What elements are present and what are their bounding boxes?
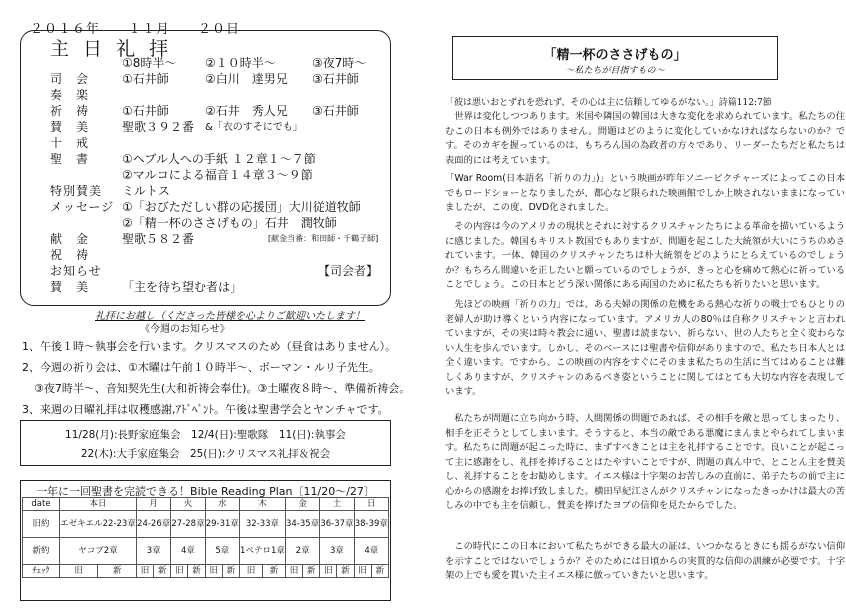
sermon-paragraph: この時代にこの日本において私たちができる最大の証は、いつかなるときにも揺るがない信仰を示すことではないでしょうか？そのためには日頃からの実質的な信仰の訓練が必要です。十字架の上でも愛を貫いた主イエス様に倣っていきたいと思います。 (445, 541, 845, 581)
closing-hymn: 「主を待ち望む者は」 (122, 280, 243, 294)
brp-ot-7: 38-39章 (354, 511, 388, 538)
brp-day-6: 土 (320, 498, 354, 511)
brp-row-label-nt: 新約 (23, 538, 60, 565)
row-label-message: メッセージ (50, 200, 115, 214)
sermon-paragraph: 先ほどの映画「祈りの力」では、ある夫婦の関係の危機をある熱心な祈りの戦士でもひとりの老婦人が助け導くという内容になっています。アメリカ人の80％は自称クリスチャンと言われていますが、その実は時々教会に通い、聖書は読まない、祈らない、世の人たちと全く変わらない人生を歩んでいます。しかし、そのベースには聖書や信仰がありますので、私たち日本人とは全く違います。ですから、この映画の内容をすぐにそのまま私たちの生活に当てはめることは難しくありますが、クリスチャンのあるべき姿ということに関してはとても大切な内容を表現しています。 (445, 299, 845, 397)
offering-hymn: 聖歌５８２番 (122, 232, 195, 246)
brp-day-0: 本日 (60, 498, 137, 511)
brp-day-5: 金 (285, 498, 319, 511)
brp-check-nt[interactable]: 新 (303, 565, 320, 578)
brp-check-ot[interactable]: 旧 (171, 565, 188, 578)
time-1: ①8時半～ (122, 56, 177, 70)
prayer-2: ②石井 秀人兄 (205, 104, 288, 118)
service-title: 主 日 礼 拝 (50, 38, 173, 60)
host-3: ③石井師 (312, 72, 359, 86)
welcome-message: 礼拝にお越し（くださった皆様を心よりご歓迎いたします！ (95, 311, 365, 322)
brp-check-ot[interactable]: 旧 (60, 565, 98, 578)
brp-check-nt[interactable]: 新 (371, 565, 388, 578)
scripture-2: ②マルコによる福音１４章３～９節 (122, 168, 313, 182)
brp-nt-7: 4章 (354, 538, 388, 565)
host-2: ②白川 達男兄 (205, 72, 288, 86)
sermon-paragraph: 「War Room(日本語名「祈りの力」)」という映画が昨年ソニーピクチャーズによってこの日本でもロードショーとなりましたが、都心など限られた映画館でしか上映されないままになっていましたが、この度、DVD化されました。 (445, 173, 845, 213)
notice-1: 1、午後１時～執事会を行います。クリスマスのため（昼食はありません）。 (22, 340, 397, 353)
row-label-offering: 献 金 (50, 232, 90, 246)
brp-day-1: 月 (136, 498, 170, 511)
row-label-scripture: 聖 書 (50, 152, 90, 166)
row-label-closing: 賛 美 (50, 280, 90, 294)
brp-ot-6: 36-37章 (320, 511, 354, 538)
brp-check-nt[interactable]: 新 (98, 565, 137, 578)
scripture-1: ①ヘブル人への手紙 １２章１～７節 (122, 152, 316, 166)
row-label-special: 特別賛美 (50, 184, 103, 198)
brp-row-label-check: ﾁｪｯｸ (23, 565, 60, 578)
brp-check-ot[interactable]: 旧 (239, 565, 262, 578)
brp-nt-5: 2章 (285, 538, 319, 565)
time-3: ③夜7時～ (312, 56, 367, 70)
brp-ot-0: エゼキエル22-23章 (60, 511, 137, 538)
brp-check-nt[interactable]: 新 (337, 565, 354, 578)
row-label-notices: お知らせ (50, 264, 102, 278)
bible-reading-plan-table (22, 497, 389, 578)
notice-2-cont: ③夜7時半～、音知契先生(大和祈祷会奉仕)。③土曜夜８時～、準備祈祷会。 (34, 382, 411, 395)
row-label-hymn: 賛 美 (50, 120, 90, 134)
brp-day-3: 水 (205, 498, 239, 511)
brp-check-ot[interactable]: 旧 (354, 565, 371, 578)
brp-nt-4: 1ペテロ1章 (239, 538, 285, 565)
sermon-quote: 「彼は悪いおとずれを恐れず、その心は主に信頼してゆるがない。」詩篇112:7節 (445, 98, 772, 108)
brp-nt-3: 5章 (205, 538, 239, 565)
row-label-host: 司 会 (50, 72, 90, 86)
row-label-prayer: 祈 祷 (50, 104, 90, 118)
service-date: ２０１６年 １１月 ２０日 (30, 22, 241, 37)
brp-ot-1: 24-26章 (136, 511, 170, 538)
brp-ot-2: 27-28章 (171, 511, 205, 538)
sermon-paragraph: その内容は今のアメリカの現状とそれに対するクリスチャンたちによる革命を描いているように感じました。韓国もキリスト教国でもありますが、問題を起こした大統領が大いにうちのめされています。一体、韓国のクリスチャンたちは朴大統領をどのようにとらえているのでしょうか？もちろん間違いを正したいと願っているのでしょうが、きっと心を痛めて熱心に祈っていることでしょう。この日本とどう深い関係にある両国のために私たちも祈りたいと思います。 (445, 221, 845, 290)
brp-check-nt[interactable]: 新 (154, 565, 171, 578)
sermon-title: 「精一杯のささげもの」 (543, 48, 687, 63)
row-label-blessing: 祝 祷 (50, 248, 90, 262)
sermon-subtitle: ～私たちが目指すもの～ (565, 66, 665, 76)
brp-ot-3: 29-31章 (205, 511, 239, 538)
time-2: ②１０時半～ (205, 56, 276, 70)
brp-row-label-date: date (23, 498, 60, 511)
host-1: ①石井師 (122, 72, 169, 86)
row-label-commandments: 十 戒 (50, 136, 90, 150)
brp-check-ot[interactable]: 旧 (285, 565, 302, 578)
brp-nt-2: 4章 (171, 538, 205, 565)
brp-nt-6: 3章 (320, 538, 354, 565)
brp-day-7: 日 (354, 498, 388, 511)
notices-heading: 《今週のお知らせ》 (140, 324, 230, 335)
brp-check-ot[interactable]: 旧 (320, 565, 337, 578)
bible-reading-plan-title: 一年に一回聖書を完読できる！Bible Reading Plan〔11/20～/27〕 (36, 485, 375, 498)
brp-nt-1: 3章 (136, 538, 170, 565)
sermon-paragraph: 私たちが問題に立ち向かう時、人間関係の問題であれば、その相手を敵と思ってしまったり、相手を正そうとしてしまいます。そうすると、本当の敵である悪魔にまんまとやられてしまいます。私たちに問題が起こった時に、まずすべきことは主を礼拝することです。良いことが起こって主に感謝をし、礼拝を捧げることはたやすいことですが、問題の真ん中で、とことん主を賛美し、礼拝することをお勧めします。イエス様は十字架のお苦しみの直前に、弟子たちの前で主に心からの感謝をお捧げ致しました。横田早紀江さんがクリスチャンになったきっかけは最大の苦しみの中でも主を信頼し、賛美を捧げたヨブの信仰を見たからでした。 (445, 413, 845, 511)
sermon-paragraph: 世界は変化しつつあります。米国や隣国の韓国は大きな変化を求められています。私たちの住むこの日本も例外ではありません。問題はどのように変化していかなければならないのか？です。そのカギを握っているのは、もちろん国の為政者の方々であり、リーダーたちだと私たちは表面的には考えています。 (445, 111, 845, 166)
hymn-number: 聖歌３９２番 (122, 120, 195, 134)
message-2: ②「精一杯のささげもの」石井 潤牧師 (122, 216, 337, 230)
brp-check-ot[interactable]: 旧 (136, 565, 153, 578)
brp-check-nt[interactable]: 新 (262, 565, 285, 578)
notice-2: 2、今週の祈り会は、①木曜は午前１０時半～、ボーマン・ルリ子先生。 (22, 361, 380, 374)
brp-ot-5: 34-35章 (285, 511, 319, 538)
brp-check-nt[interactable]: 新 (222, 565, 239, 578)
brp-day-4: 木 (239, 498, 285, 511)
row-label-organ: 奏 楽 (50, 88, 90, 102)
prayer-3: ③石井師 (312, 104, 359, 118)
notice-role: 【司会者】 (318, 264, 379, 278)
meetings-line-1: 11/28(月):長野家庭集会 12/4(日):聖歌隊 11(日):執事会 (65, 429, 346, 441)
brp-check-ot[interactable]: 旧 (205, 565, 222, 578)
meetings-line-2: 22(木):大手家庭集会 25(日):クリスマス礼拝＆祝会 (80, 448, 331, 460)
brp-nt-0: ヤコブ2章 (60, 538, 137, 565)
notice-3: 3、来週の日曜礼拝は収穫感謝,ｱﾄﾞﾍﾞﾝﾄ。午後は聖書学会とヤンチャです。 (22, 403, 389, 416)
prayer-1: ①石井師 (122, 104, 169, 118)
offering-note: [献金当番：和田師・千鶴子師] (268, 234, 379, 243)
brp-ot-4: 32-33章 (239, 511, 285, 538)
brp-check-nt[interactable]: 新 (188, 565, 205, 578)
special-music: ミルトス (122, 184, 170, 198)
hymn-extra: &「衣のすそにでも」 (205, 122, 303, 133)
brp-day-2: 火 (171, 498, 205, 511)
message-1: ①「おびただしい群の応援団」大川従道牧師 (122, 200, 361, 214)
brp-row-label-ot: 旧約 (23, 511, 60, 538)
